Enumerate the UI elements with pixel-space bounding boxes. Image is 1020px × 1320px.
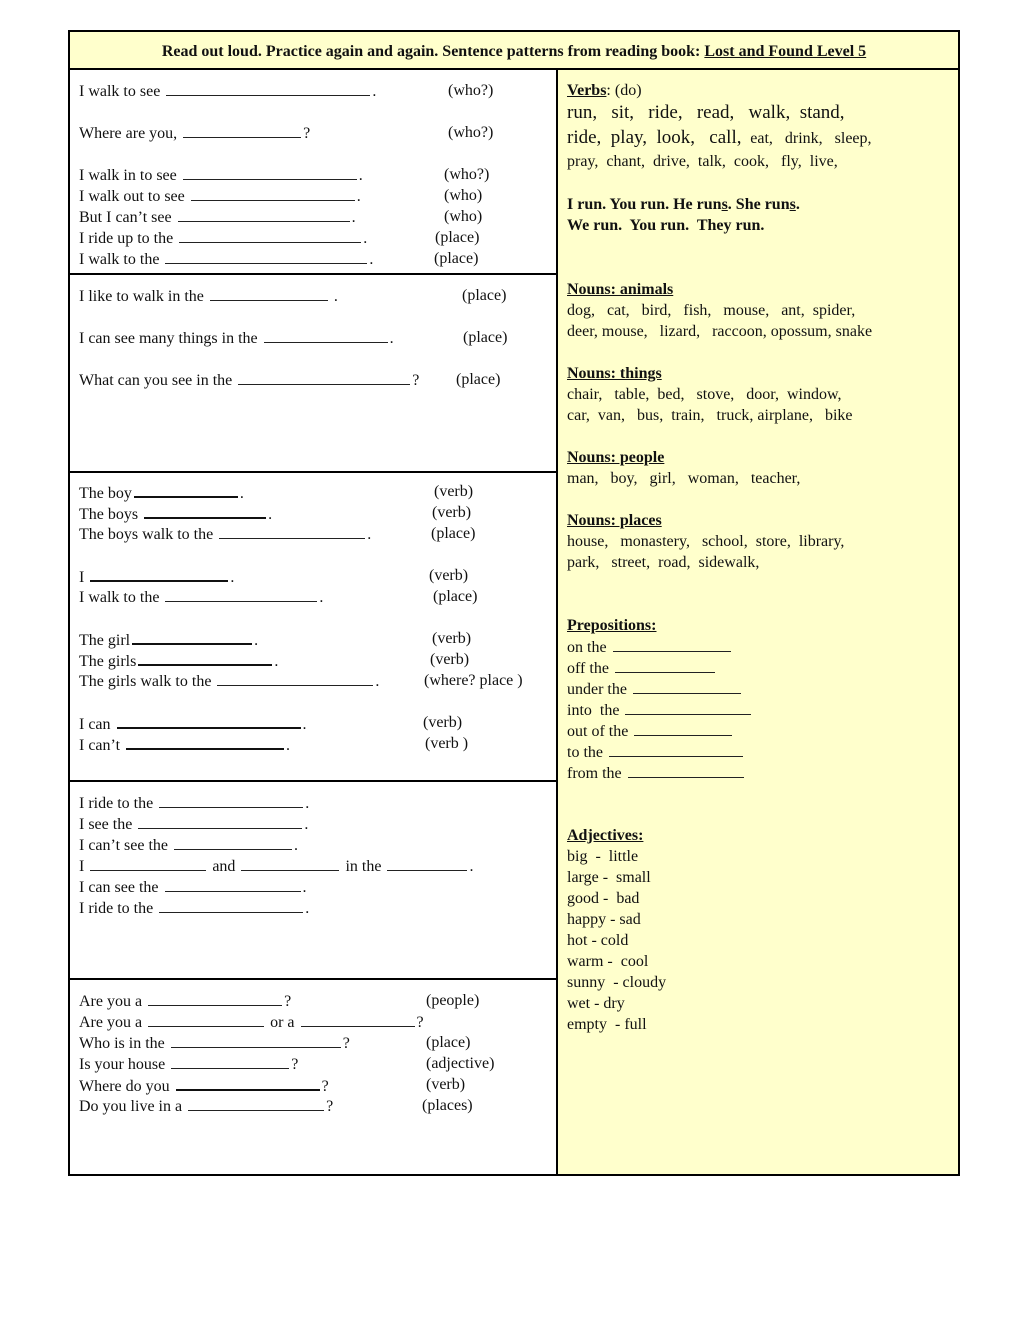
hint-label: (place) — [433, 588, 478, 605]
hint-label: (verb) — [432, 504, 472, 521]
preposition-line: off the — [567, 657, 717, 678]
nouns-animals-heading: Nouns: animals — [567, 281, 674, 298]
answer-blank[interactable] — [264, 327, 388, 343]
answer-blank[interactable] — [132, 628, 252, 645]
hint-label: (verb ) — [425, 735, 469, 752]
sentence-line: Who is in the ? — [79, 1032, 350, 1053]
answer-blank[interactable] — [148, 1011, 264, 1027]
book-title: Lost and Found Level 5 — [704, 43, 867, 60]
sentence-line: The boy . — [79, 481, 244, 502]
nouns-things-heading: Nouns: things — [567, 365, 662, 382]
answer-blank[interactable] — [117, 712, 301, 729]
sentence-line: Are you a ? — [79, 990, 291, 1011]
sentence-line: I walk out to see . — [79, 185, 361, 206]
answer-blank[interactable] — [166, 80, 370, 96]
sentence-line: I ride up to the . — [79, 227, 367, 248]
word-list-line: house, monastery, school, store, library, — [567, 533, 845, 550]
answer-blank[interactable] — [134, 481, 238, 498]
word-bank-column — [558, 70, 958, 1174]
answer-blank[interactable] — [183, 164, 357, 180]
sentence-line: Where are you, ? — [79, 122, 310, 143]
hint-label: (verb) — [423, 714, 463, 731]
sentence-line: I can’t . — [79, 733, 290, 754]
sentence-line: I ride to the . — [79, 792, 309, 813]
hint-label: (who?) — [448, 82, 494, 99]
nouns-places-heading: Nouns: places — [567, 512, 662, 529]
hint-label: (place) — [456, 371, 501, 388]
answer-blank[interactable] — [179, 227, 361, 243]
hint-label: (where? place ) — [424, 672, 523, 689]
answer-blank[interactable] — [183, 122, 301, 138]
verbs-heading: Verbs: (do) — [567, 82, 642, 99]
answer-blank[interactable] — [159, 897, 303, 913]
hint-label: (place) — [435, 229, 480, 246]
sentence-line: I like to walk in the . — [79, 285, 338, 306]
answer-blank[interactable] — [148, 990, 282, 1006]
answer-blank[interactable] — [138, 813, 302, 829]
sentence-line: But I can’t see . — [79, 206, 356, 227]
sentence-line: I and in the . — [79, 855, 473, 876]
verbs-line: run, sit, ride, read, walk, stand, — [567, 102, 845, 123]
adjective-pair: large - small — [567, 869, 651, 886]
verb-conjugation: I run. You run. He runs. She runs. — [567, 196, 800, 213]
answer-blank[interactable] — [171, 1032, 341, 1048]
hint-label: (place) — [426, 1034, 471, 1051]
answer-blank[interactable] — [165, 876, 301, 892]
answer-blank[interactable] — [188, 1095, 324, 1111]
word-list-line: man, boy, girl, woman, teacher, — [567, 470, 801, 487]
answer-blank[interactable] — [144, 502, 266, 519]
sentence-line: Are you a or a ? — [79, 1011, 424, 1032]
worksheet-header — [70, 32, 958, 70]
pattern-box-2 — [70, 275, 556, 473]
answer-blank[interactable] — [219, 523, 365, 539]
sentence-line: I ride to the . — [79, 897, 309, 918]
answer-blank[interactable] — [609, 741, 743, 757]
hint-label: (place) — [431, 525, 476, 542]
verbs-line: ride, play, look, call, eat, drink, sleep, — [567, 127, 872, 148]
preposition-line: on the — [567, 636, 733, 657]
sentence-patterns-column — [70, 70, 558, 1174]
sentence-line: I can see the . — [79, 876, 307, 897]
sentence-line: The boys walk to the . — [79, 523, 371, 544]
answer-blank[interactable] — [126, 733, 284, 750]
hint-label: (who) — [444, 187, 483, 204]
answer-blank[interactable] — [238, 369, 410, 385]
adjective-pair: big - little — [567, 848, 639, 865]
sentence-line: I see the . — [79, 813, 308, 834]
answer-blank[interactable] — [615, 657, 715, 673]
sentence-line: The girls . — [79, 649, 278, 670]
answer-blank[interactable] — [633, 678, 741, 694]
sentence-line: Do you live in a ? — [79, 1095, 333, 1116]
pattern-box-1 — [70, 70, 556, 275]
answer-blank[interactable] — [176, 1074, 320, 1091]
verbs-line: pray, chant, drive, talk, cook, fly, live, — [567, 153, 838, 170]
sentence-line: What can you see in the ? — [79, 369, 419, 390]
answer-blank[interactable] — [178, 206, 350, 222]
hint-label: (places) — [422, 1097, 473, 1114]
sentence-line: I walk in to see . — [79, 164, 363, 185]
verb-conjugation: We run. You run. They run. — [567, 217, 765, 234]
sentence-line: I walk to the . — [79, 248, 373, 269]
answer-blank[interactable] — [217, 670, 373, 686]
sentence-line: I can see many things in the . — [79, 327, 394, 348]
adjective-pair: hot - cold — [567, 932, 629, 949]
answer-blank[interactable] — [191, 185, 355, 201]
hint-label: (who?) — [444, 166, 490, 183]
answer-blank[interactable] — [301, 1011, 415, 1027]
adjective-pair: empty - full — [567, 1016, 647, 1033]
word-list-line: deer, mouse, lizard, raccoon, opossum, snake — [567, 323, 873, 340]
answer-blank[interactable] — [90, 565, 228, 582]
answer-blank[interactable] — [138, 649, 272, 666]
answer-blank[interactable] — [628, 762, 744, 778]
sentence-line: The girl . — [79, 628, 258, 649]
hint-label: (who) — [444, 208, 483, 225]
hint-label: (place) — [463, 329, 508, 346]
answer-blank[interactable] — [613, 636, 731, 652]
adjective-pair: warm - cool — [567, 953, 649, 970]
hint-label: (people) — [426, 992, 480, 1009]
sentence-line: Is your house ? — [79, 1053, 298, 1074]
word-list-line: car, van, bus, train, truck, airplane, bike — [567, 407, 853, 424]
adjective-pair: wet - dry — [567, 995, 625, 1012]
answer-blank[interactable] — [625, 699, 751, 715]
answer-blank[interactable] — [165, 586, 317, 602]
instructions-text: Read out loud. Practice again and again. Sentence patterns from reading book: — [161, 43, 705, 60]
sentence-line: I walk to the . — [79, 586, 323, 607]
pattern-box-5 — [70, 980, 556, 1174]
answer-blank[interactable] — [634, 720, 732, 736]
hint-label: (verb) — [432, 630, 472, 647]
answer-blank[interactable] — [90, 855, 206, 871]
answer-blank[interactable] — [174, 834, 292, 850]
hint-label: (place) — [434, 250, 479, 267]
sentence-line: I can’t see the . — [79, 834, 298, 855]
pattern-box-3 — [70, 473, 556, 782]
answer-blank[interactable] — [241, 855, 339, 871]
worksheet — [68, 30, 960, 1176]
answer-blank[interactable] — [210, 285, 328, 301]
sentence-line: I . — [79, 565, 234, 586]
preposition-line: to the — [567, 741, 745, 762]
word-list-line: park, street, road, sidewalk, — [567, 554, 760, 571]
answer-blank[interactable] — [159, 792, 303, 808]
prepositions-heading: Prepositions: — [567, 617, 657, 634]
hint-label: (verb) — [434, 483, 474, 500]
sentence-line: The girls walk to the . — [79, 670, 379, 691]
adjective-pair: good - bad — [567, 890, 640, 907]
hint-label: (place) — [462, 287, 507, 304]
hint-label: (who?) — [448, 124, 494, 141]
sentence-line: I walk to see . — [79, 80, 376, 101]
sentence-line: The boys . — [79, 502, 272, 523]
hint-label: (verb) — [426, 1076, 466, 1093]
sentence-line: I can . — [79, 712, 307, 733]
word-list-line: dog, cat, bird, fish, mouse, ant, spider, — [567, 302, 856, 319]
preposition-line: out of the — [567, 720, 734, 741]
adjective-pair: happy - sad — [567, 911, 641, 928]
hint-label: (verb) — [429, 567, 469, 584]
answer-blank[interactable] — [387, 855, 467, 871]
hint-label: (verb) — [430, 651, 470, 668]
preposition-line: under the — [567, 678, 743, 699]
adjectives-heading: Adjectives: — [567, 827, 644, 844]
sentence-line: Where do you ? — [79, 1074, 329, 1095]
adjective-pair: sunny - cloudy — [567, 974, 667, 991]
answer-blank[interactable] — [165, 248, 367, 264]
answer-blank[interactable] — [171, 1053, 289, 1069]
nouns-people-heading: Nouns: people — [567, 449, 665, 466]
preposition-line: from the — [567, 762, 746, 783]
preposition-line: into the — [567, 699, 753, 720]
pattern-box-4 — [70, 782, 556, 980]
word-list-line: chair, table, bed, stove, door, window, — [567, 386, 842, 403]
hint-label: (adjective) — [426, 1055, 495, 1072]
